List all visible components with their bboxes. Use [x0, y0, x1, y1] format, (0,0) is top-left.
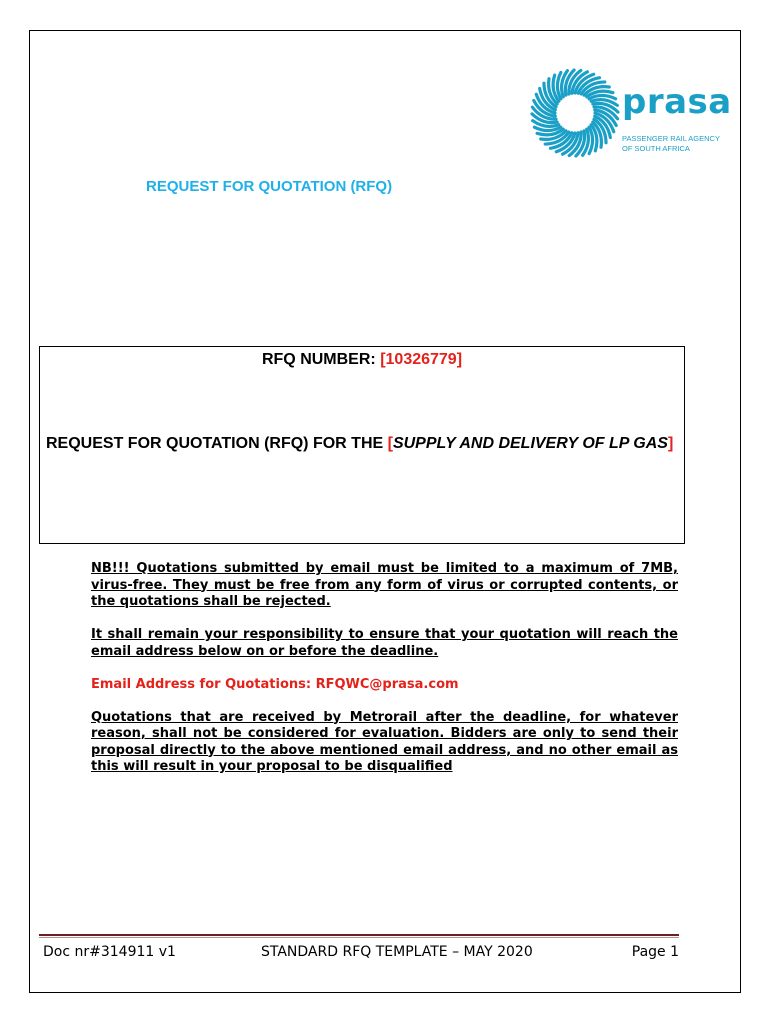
document-page	[29, 30, 741, 993]
rfq-bracket-close: ]	[667, 435, 674, 452]
logo-subtitle-line1: PASSENGER RAIL AGENCY	[622, 134, 720, 143]
note-size-limit: NB!!! Quotations submitted by email must be limited to a maximum of 7MB, virus-free. They must be free from any form of virus or corrupted contents, or the quotations shall be rejected.	[91, 561, 678, 609]
rfq-box	[39, 346, 685, 544]
rfq-bracket-open: [	[387, 435, 393, 452]
footer-page-number: Page 1	[631, 944, 679, 960]
email-address[interactable]: RFQWC@prasa.com	[315, 676, 459, 692]
email-line	[91, 677, 678, 694]
document-title: REQUEST FOR QUOTATION (RFQ)	[146, 178, 393, 195]
logo-subtitle-line2: OF SOUTH AFRICA	[622, 144, 690, 153]
footer-template-label: STANDARD RFQ TEMPLATE – MAY 2020	[261, 944, 533, 960]
email-label: Email Address for Quotations:	[91, 676, 316, 692]
rfq-number-value: [10326779]	[380, 351, 463, 368]
rfq-number	[40, 351, 684, 369]
note-responsibility: It shall remain your responsibility to ensure that your quotation will reach the email address below on or before the deadline.	[91, 627, 678, 659]
footer-divider	[39, 934, 679, 938]
rfq-description	[46, 434, 678, 454]
logo-subtitle	[622, 134, 732, 154]
rfq-number-label: RFQ NUMBER:	[261, 351, 381, 368]
rfq-description-prefix: REQUEST FOR QUOTATION (RFQ) FOR THE	[46, 435, 388, 452]
prasa-swirl-logo-icon	[530, 68, 620, 158]
submission-notes	[91, 561, 678, 792]
prasa-logo	[530, 68, 732, 158]
note-deadline: Quotations that are received by Metrorail after the deadline, for whatever reason, shall not be considered for evaluation. Bidders are only to send their proposal directly to the above mentioned email address, and no other email as this will result in your proposal to be disqualified	[91, 709, 678, 774]
footer-doc-number: Doc nr#314911 v1	[43, 944, 176, 960]
logo-wordmark: prasa	[622, 82, 732, 122]
rfq-subject: SUPPLY AND DELIVERY OF LP GAS	[392, 435, 668, 452]
